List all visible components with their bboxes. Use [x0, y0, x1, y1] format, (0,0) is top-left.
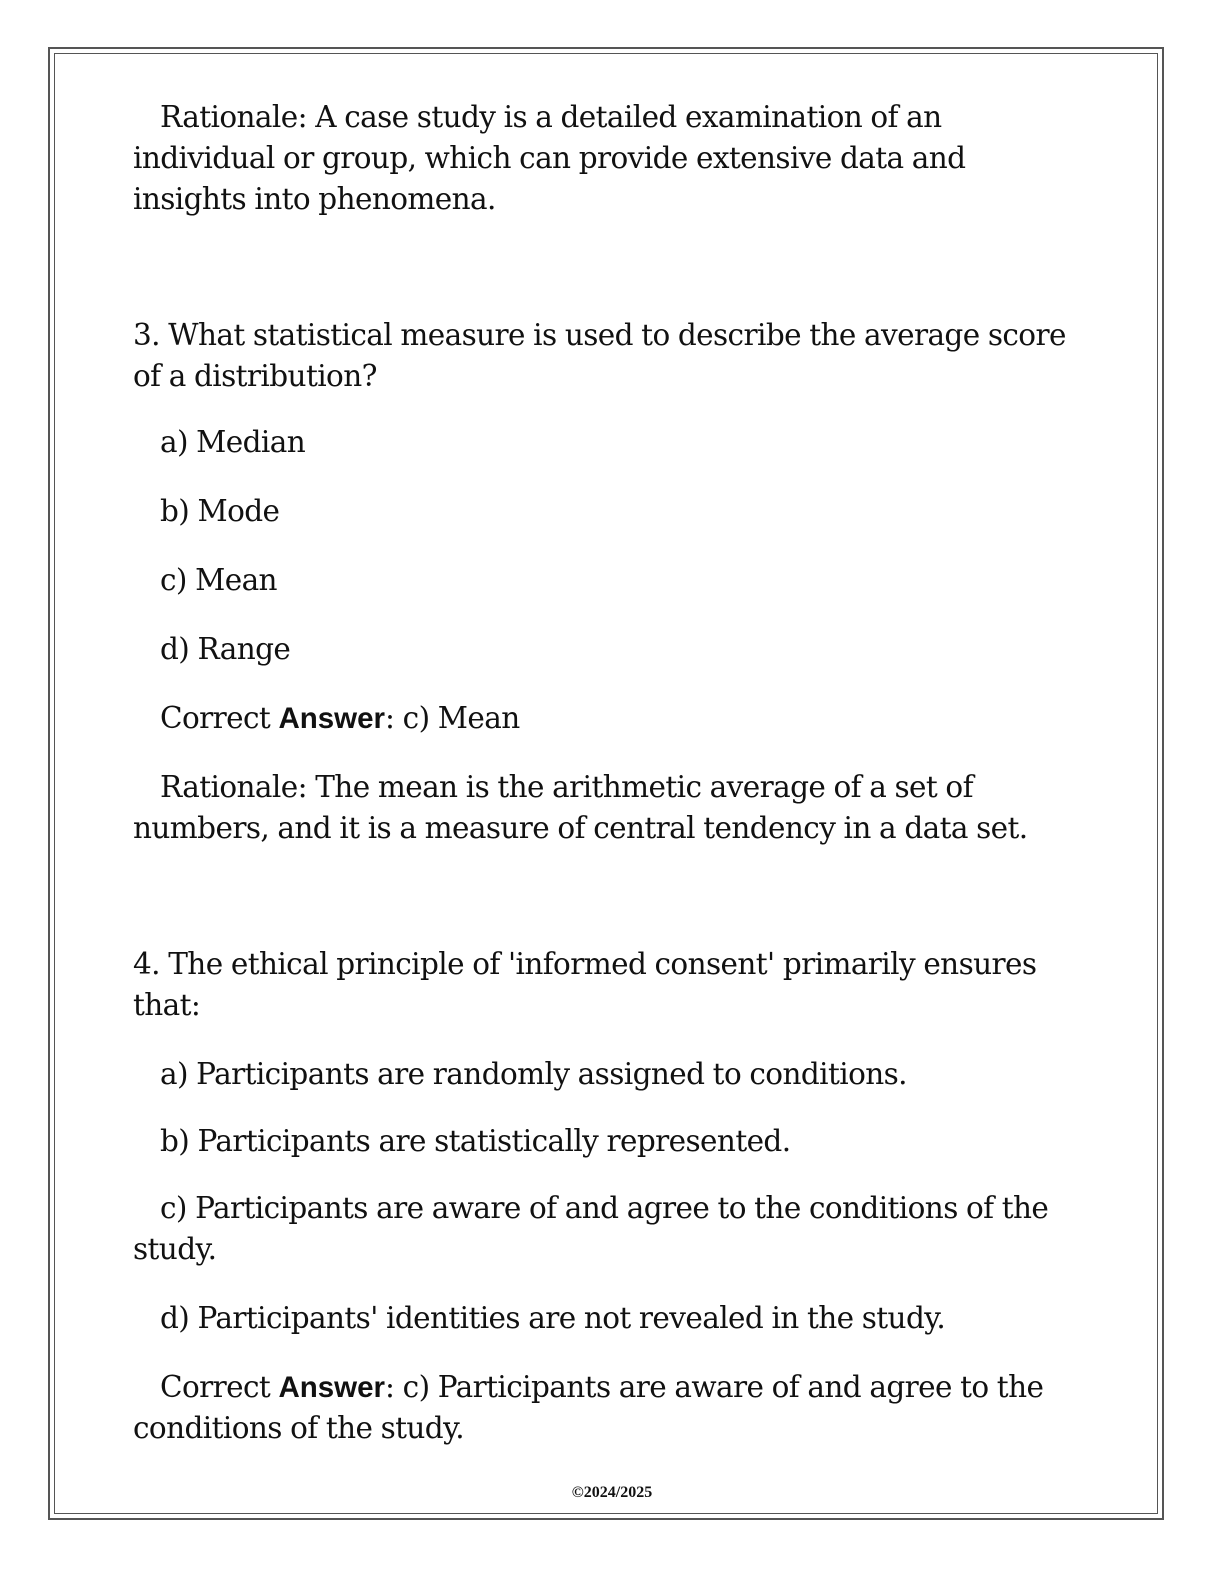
answer-value: : c) Participants are aware of and agree to the conditions of the study. [133, 1370, 1044, 1445]
q4-option-a: a) Participants are randomly assigned to conditions. [160, 1057, 907, 1091]
answer-label: Answer [278, 1371, 386, 1404]
q4-option-b: b) Participants are statistically represented. [160, 1124, 791, 1158]
page-content [133, 97, 1083, 1449]
q4-option-d: d) Participants' identities are not revealed in the study. [160, 1301, 946, 1335]
q3-correct-answer [133, 698, 1083, 739]
q3-question: 3. What statistical measure is used to describe the average score of a distribution? [133, 318, 1066, 393]
q3-option-d: d) Range [160, 632, 291, 666]
answer-value: : c) Mean [385, 701, 520, 735]
answer-prefix: Correct [160, 1370, 279, 1404]
q3-option-b: b) Mode [160, 494, 280, 528]
q3-option-c: c) Mean [160, 563, 277, 597]
q4-correct-answer [133, 1367, 1083, 1449]
q2-rationale: Rationale: A case study is a detailed examination of an individual or group, which can provide extensive data and insights into phenomena. [133, 100, 966, 216]
q3-option-a: a) Median [160, 425, 306, 459]
answer-prefix: Correct [160, 701, 279, 735]
answer-label: Answer [278, 702, 386, 735]
q4-option-c: c) Participants are aware of and agree to the conditions of the study. [133, 1191, 1049, 1266]
copyright-footer: ©2024/2025 [571, 1484, 653, 1501]
q3-rationale: Rationale: The mean is the arithmetic average of a set of numbers, and it is a measure of central tendency in a data set. [133, 770, 1028, 845]
q4-question: 4. The ethical principle of 'informed consent' primarily ensures that: [133, 947, 1037, 1022]
